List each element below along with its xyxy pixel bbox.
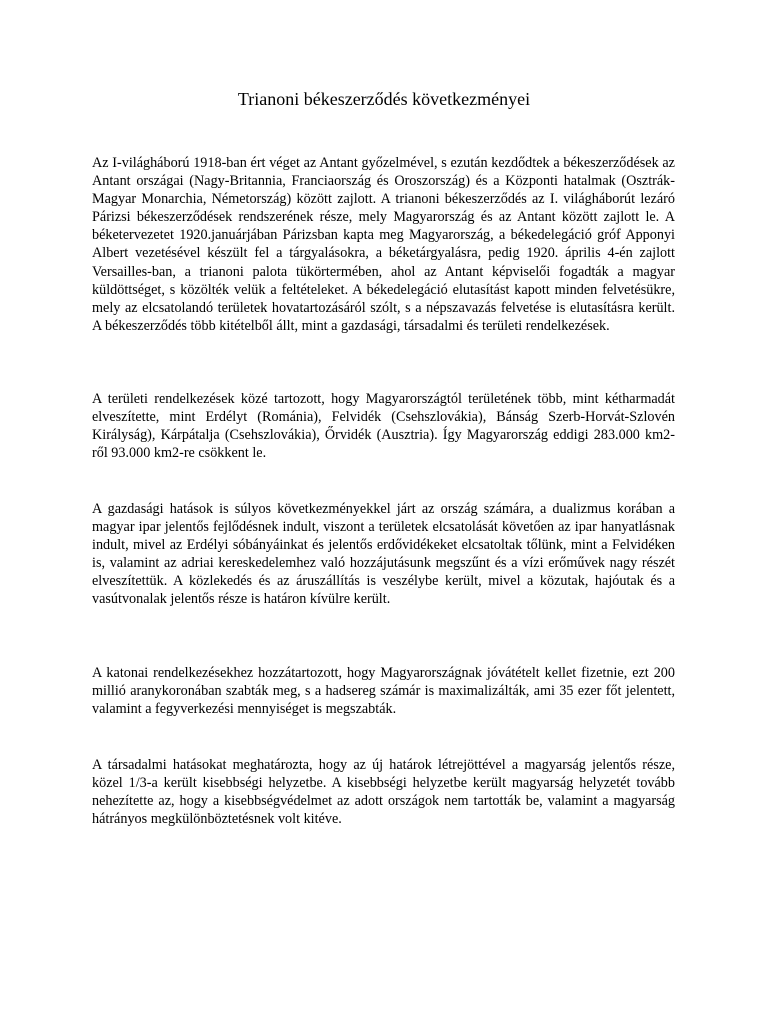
- paragraph-peace-treaty-background: Az I-világháború 1918-ban ért véget az Antant győzelmével, s ezután kezdődtek a békeszerződések az Antant országai (Nagy-Britannia, Franciaország és Oroszország) és a Központi hatalmak (Osztrák-Magyar Monarchia, Németország) között zajlott. A trianoni békeszerződés az I. világháborút lezáró Párizsi békeszerződések rendszerének része, mely Magyarország és az Antant között zajlott le. A béketervezetet 1920.januárjában Párizsban kapta meg Magyarország, a békedelegáció gróf Apponyi Albert vezetésével készült fel a tárgyalásokra, a béketárgyalásra, pedig 1920. április 4-én zajlott Versailles-ban, a trianoni palota tükörtermében, ahol az Antant képviselői fogadták a magyar küldöttséget, s közölték velük a feltételeket. A békedelegáció elutasítást kapott minden felvetésükre, mely az elcsatolandó területek hovatartozásáról szólt, s a népszavazás felvetése is elutasításra került. A békeszerződés több kitételből állt, mint a gazdasági, társadalmi és területi rendelkezések.: [92, 155, 675, 334]
- paragraph-economic-effects: A gazdasági hatások is súlyos következményekkel járt az ország számára, a dualizmus korában a magyar ipar jelentős fejlődésnek indult, viszont a területek elcsatolását követően az ipar hanyatlásnak indult, mivel az Erdélyi sóbányáinkat és jelentős erdővidékeket elcsatoltak tőlünk, mint a Felvidéken is, valamint az adriai kereskedelemhez való hozzájutásunk megszűnt és a vízi erőművek nagy részét elveszítettük. A közlekedés és az áruszállítás is veszélybe került, mivel a közutak, hajóutak és a vasútvonalak jelentős része is határon kívülre került.: [92, 501, 675, 608]
- paragraph-territorial-provisions: A területi rendelkezések közé tartozott, hogy Magyarországtól területének több, mint kétharmadát elveszítette, mint Erdélyt (Románia), Felvidék (Csehszlovákia), Bánság Szerb-Horvát-Szlovén Királyság), Kárpátalja (Csehszlovákia), Őrvidék (Ausztria). Így Magyarország eddigi 283.000 km2-ről 93.000 km2-re csökkent le.: [92, 391, 675, 462]
- document-title: Trianoni békeszerződés következményei: [237, 89, 531, 109]
- paragraph-social-effects: A társadalmi hatásokat meghatározta, hogy az új határok létrejöttével a magyarság jelentős része, közel 1/3-a került kisebbségi helyzetbe. A kisebbségi helyzetbe került magyarság helyzetét tovább nehezítette az, hogy a kisebbségvédelmet az adott országok nem tartották be, valamint a magyarság hátrányos megkülönböztetésnek volt kitéve.: [92, 757, 675, 828]
- paragraph-military-provisions: A katonai rendelkezésekhez hozzátartozott, hogy Magyarországnak jóvátételt kellet fizetnie, ezt 200 millió aranykoronában szabták meg, s a hadsereg számár is maximalizálták, ami 35 ezer főt jelentett, valamint a fegyverkezési mennyiséget is megszabták.: [92, 665, 675, 718]
